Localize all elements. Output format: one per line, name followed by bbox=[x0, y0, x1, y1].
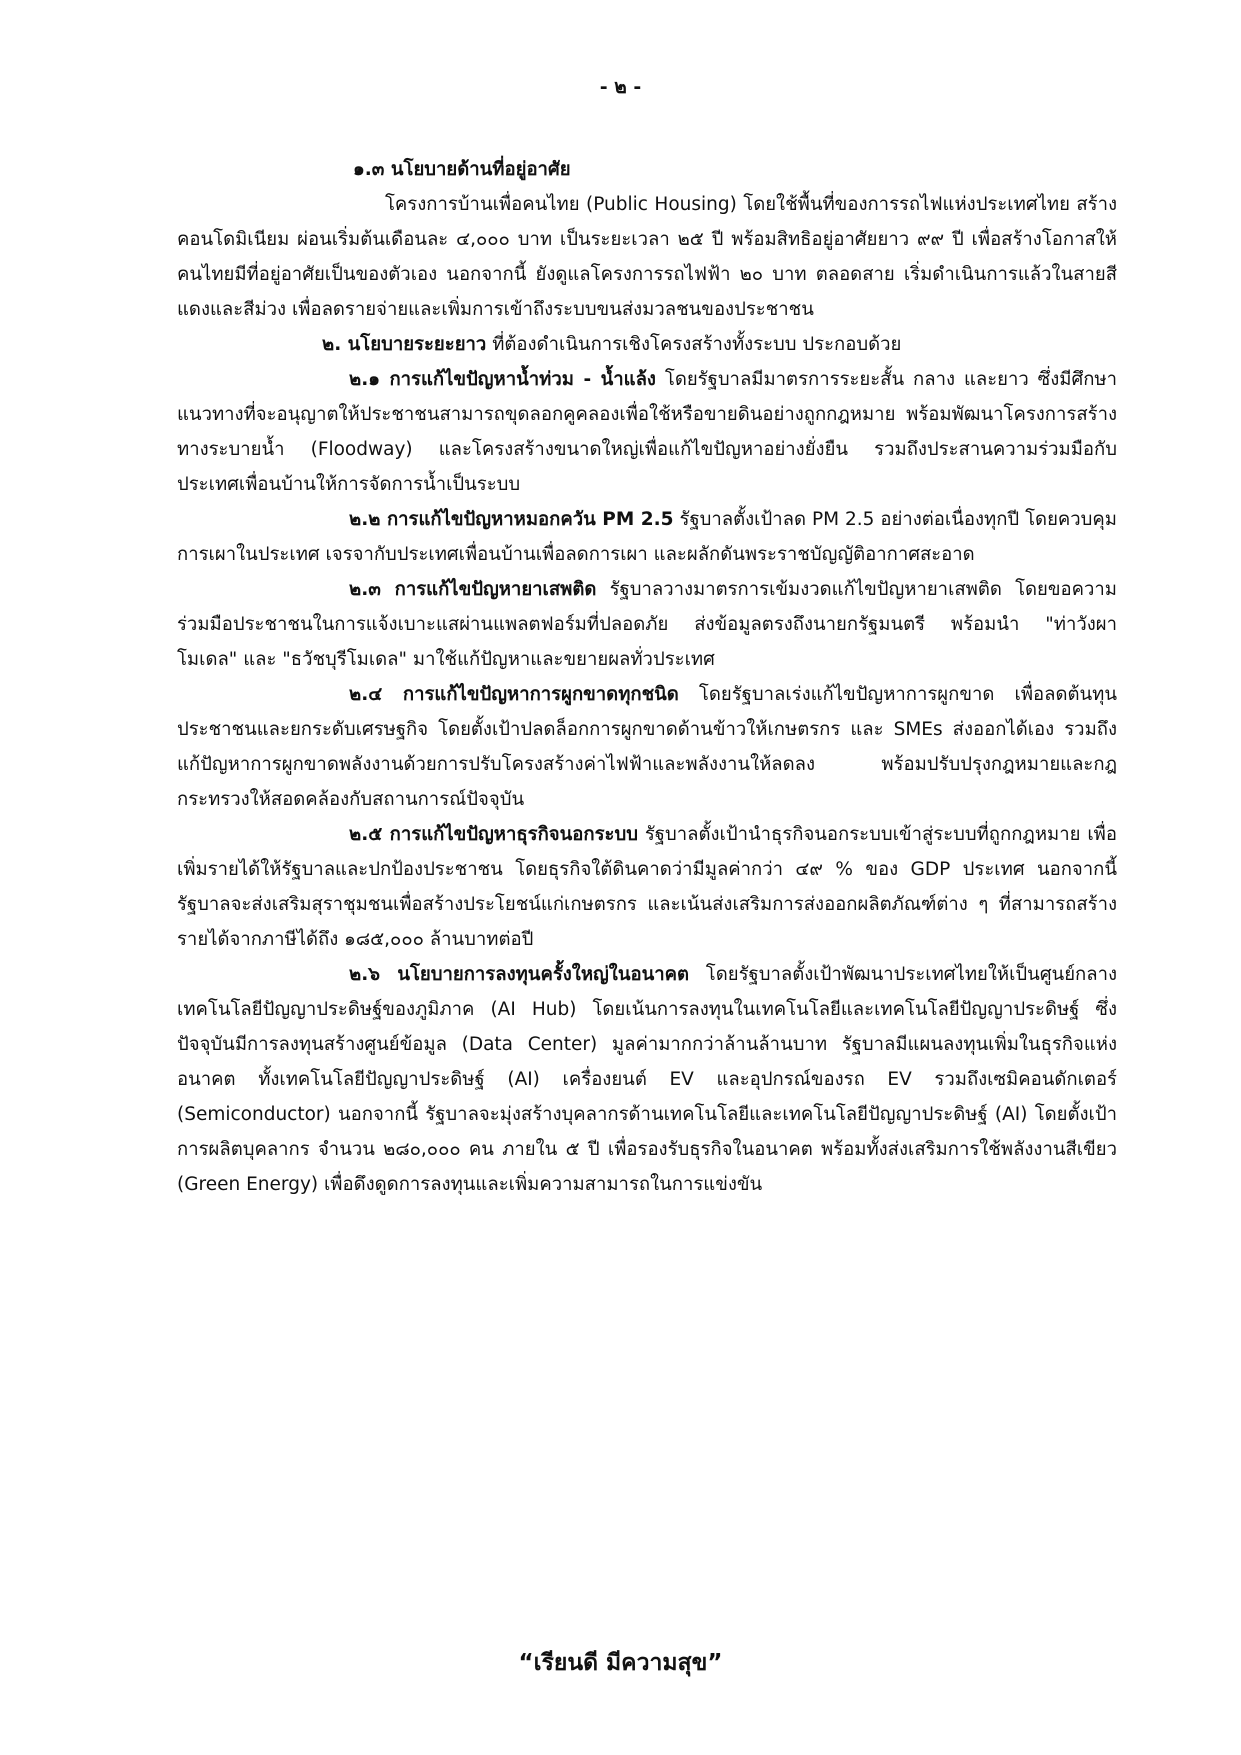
section-2-4-heading: ๒.๔ การแก้ไขปัญหาการผูกขาดทุกชนิด bbox=[349, 684, 679, 705]
section-2-heading: ๒. นโยบายระยะยาว bbox=[322, 334, 487, 355]
section-2-paragraph bbox=[177, 327, 1117, 362]
section-2-3-text: รัฐบาลวางมาตรการเข้มงวดแก้ไขปัญหายาเสพติด โดยขอความร่วมมือประชาชนในการแจ้งเบาะแสผ่านแพลตฟอร์มที่ปลอดภัย ส่งข้อมูลตรงถึงนายกรัฐมนตรี พร้อมนำ "ท่าวังผาโมเดล" และ "ธวัชบุรีโมเดล" มาใช้แก้ปัญหาและขยายผลทั่วประเทศ bbox=[177, 579, 1117, 670]
section-2-text: ที่ต้องดำเนินการเชิงโครงสร้างทั้งระบบ ประกอบด้วย bbox=[486, 334, 902, 355]
section-2-1-heading: ๒.๑ การแก้ไขปัญหาน้ำท่วม - น้ำแล้ง bbox=[349, 369, 656, 390]
section-2-4-text: โดยรัฐบาลเร่งแก้ไขปัญหาการผูกขาด เพื่อลดต้นทุนประชาชนและยกระดับเศรษฐกิจ โดยตั้งเป้าปลดล็อกการผูกขาดด้านข้าวให้เกษตรกร และ SMEs ส่งออกได้เอง รวมถึงแก้ปัญหาการผูกขาดพลังงานด้วยการปรับโครงสร้างค่าไฟฟ้าและพลังงานให้ลดลง พร้อมปรับปรุงกฎหมายและกฎกระทรวงให้สอดคล้องกับสถานการณ์ปัจจุบัน bbox=[177, 684, 1117, 810]
section-2-4-paragraph bbox=[177, 677, 1117, 817]
section-2-5-heading: ๒.๕ การแก้ไขปัญหาธุรกิจนอกระบบ bbox=[349, 824, 638, 845]
page-number: - ๒ - bbox=[599, 76, 642, 98]
section-2-2-text: รัฐบาลตั้งเป้าลด PM 2.5 อย่างต่อเนื่องทุกปี โดยควบคุมการเผาในประเทศ เจรจากับประเทศเพื่อนบ้านเพื่อลดการเผา และผลักดันพระราชบัญญัติอากาศสะอาด bbox=[177, 509, 1117, 565]
section-2-6-paragraph bbox=[177, 957, 1117, 1202]
section-1-3-heading: ๑.๓ นโยบายด้านที่อยู่อาศัย bbox=[353, 159, 571, 180]
section-2-6-text: โดยรัฐบาลตั้งเป้าพัฒนาประเทศไทยให้เป็นศูนย์กลางเทคโนโลยีปัญญาประดิษฐ์ของภูมิภาค (AI Hub) โดยเน้นการลงทุนในเทคโนโลยีและเทคโนโลยีปัญญาประดิษฐ์ ซึ่งปัจจุบันมีการลงทุนสร้างศูนย์ข้อมูล (Data Center) มูลค่ามากกว่าล้านล้านบาท รัฐบาลมีแผนลงทุนเพิ่มในธุรกิจแห่งอนาคต ทั้งเทคโนโลยีปัญญาประดิษฐ์ (AI) เครื่องยนต์ EV และอุปกรณ์ของรถ EV รวมถึงเซมิคอนดักเตอร์ (Semiconductor) นอกจากนี้ รัฐบาลจะมุ่งสร้างบุคลากรด้านเทคโนโลยีและเทคโนโลยีปัญญาประดิษฐ์ (AI) โดยตั้งเป้าการผลิตบุคลากร จำนวน ๒๘๐,๐๐๐ คน ภายใน ๕ ปี เพื่อรองรับธุรกิจในอนาคต พร้อมทั้งส่งเสริมการใช้พลังงานสีเขียว (Green Energy) เพื่อดึงดูดการลงทุนและเพิ่มความสามารถในการแข่งขัน bbox=[177, 964, 1118, 1195]
document-body bbox=[177, 152, 1117, 1202]
section-2-3-paragraph bbox=[177, 572, 1117, 677]
section-2-1-text: โดยรัฐบาลมีมาตรการระยะสั้น กลาง และยาว ซึ่งมีศึกษาแนวทางที่จะอนุญาตให้ประชาชนสามารถขุดลอกคูคลองเพื่อใช้หรือขายดินอย่างถูกกฎหมาย พร้อมพัฒนาโครงการสร้างทางระบายน้ำ (Floodway) และโครงสร้างขนาดใหญ่เพื่อแก้ไขปัญหาอย่างยั่งยืน รวมถึงประสานความร่วมมือกับประเทศเพื่อนบ้านให้การจัดการน้ำเป็นระบบ bbox=[177, 369, 1117, 495]
section-2-2-paragraph bbox=[177, 502, 1117, 572]
footer-motto: “เรียนดี มีความสุข” bbox=[518, 1650, 723, 1676]
section-2-6-heading: ๒.๖ นโยบายการลงทุนครั้งใหญ่ในอนาคต bbox=[349, 964, 690, 985]
section-2-3-heading: ๒.๓ การแก้ไขปัญหายาเสพติด bbox=[349, 579, 597, 600]
section-2-5-text: รัฐบาลตั้งเป้านำธุรกิจนอกระบบเข้าสู่ระบบที่ถูกกฎหมาย เพื่อเพิ่มรายได้ให้รัฐบาลและปกป้องประชาชน โดยธุรกิจใต้ดินคาดว่ามีมูลค่ากว่า ๔๙ % ของ GDP ประเทศ นอกจากนี้ รัฐบาลจะส่งเสริมสุราชุมชนเพื่อสร้างประโยชน์แก่เกษตรกร และเน้นส่งเสริมการส่งออกผลิตภัณฑ์ต่าง ๆ ที่สามารถสร้างรายได้จากภาษีได้ถึง ๑๘๕,๐๐๐ ล้านบาทต่อปี bbox=[177, 824, 1117, 950]
section-2-1-paragraph bbox=[177, 362, 1117, 502]
section-1-3-paragraph: โครงการบ้านเพื่อคนไทย (Public Housing) โดยใช้พื้นที่ของการรถไฟแห่งประเทศไทย สร้างคอนโดมิเนียม ผ่อนเริ่มต้นเดือนละ ๔,๐๐๐ บาท เป็นระยะเวลา ๒๕ ปี พร้อมสิทธิอยู่อาศัยยาว ๙๙ ปี เพื่อสร้างโอกาสให้คนไทยมีที่อยู่อาศัยเป็นของตัวเอง นอกจากนี้ ยังดูแลโครงการรถไฟฟ้า ๒๐ บาท ตลอดสาย เริ่มดำเนินการแล้วในสายสีแดงและสีม่วง เพื่อลดรายจ่ายและเพิ่มการเข้าถึงระบบขนส่งมวลชนของประชาชน bbox=[177, 194, 1117, 320]
section-2-2-heading: ๒.๒ การแก้ไขปัญหาหมอกควัน PM 2.5 bbox=[349, 509, 674, 530]
section-2-5-paragraph bbox=[177, 817, 1117, 957]
